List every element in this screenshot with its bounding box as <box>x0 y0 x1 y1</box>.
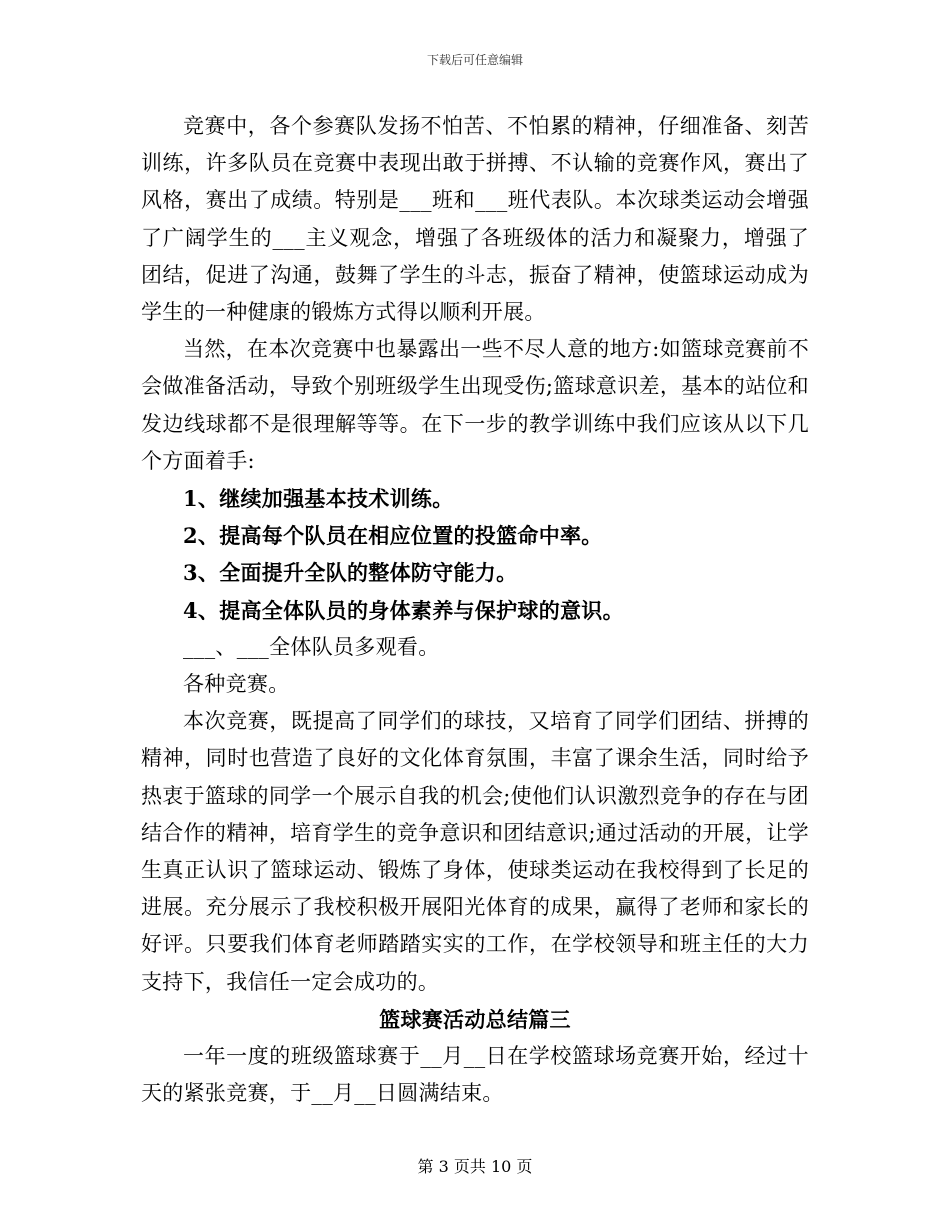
paragraph-section3-intro: 一年一度的班级篮球赛于__月__日在学校篮球场竞赛开始，经过十天的紧张竞赛，于__月__日圆满结束。 <box>141 1044 809 1106</box>
paragraph-competition-spirit: 竞赛中，各个参赛队发扬不怕苦、不怕累的精神，仔细准备、刻苦训练，许多队员在竞赛中表现出敢于拼搏、不认输的竞赛作风，赛出了风格，赛出了成绩。特别是___班和___班代表队。本次球类运动会增强了广阔学生的___主义观念，增强了各班级体的活力和凝聚力，增强了团结，促进了沟通，鼓舞了学生的斗志，振奋了精神，使篮球运动成为学生的一种健康的锻炼方式得以顺利开展。 <box>141 114 809 325</box>
paragraph-summary: 本次竞赛，既提高了同学们的球技，又培育了同学们团结、拼搏的精神，同时也营造了良好的文化体育氛围，丰富了课余生活，同时给予热衷于篮球的同学一个展示自我的机会;使他们认识激烈竞争的存在与团结合作的精神，培育学生的竞争意识和团结意识;通过活动的开展，让学生真正认识了篮球运动、锻炼了身体，使球类运动在我校得到了长足的进展。充分展示了我校积极开展阳光体育的成果，赢得了老师和家长的好评。只要我们体育老师踏踏实实的工作，在学校领导和班主任的大力支持下，我信任一定会成功的。 <box>141 709 809 994</box>
section-heading: 篮球赛活动总结篇三 <box>379 1006 571 1032</box>
page-footer: 第 3 页共 10 页 <box>417 1157 533 1176</box>
list-item-1: 1、继续加强基本技术训练。 <box>183 486 454 512</box>
list-item-2: 2、提高每个队员在相应位置的投篮命中率。 <box>183 523 603 549</box>
list-item-3: 3、全面提升全队的整体防守能力。 <box>183 560 518 586</box>
page-header: 下载后可任意编辑 <box>426 53 523 67</box>
line-watch-more: ___、___全体队员多观看。 <box>183 634 440 659</box>
paragraph-shortcomings: 当然，在本次竞赛中也暴露出一些不尽人意的地方:如篮球竞赛前不会做准备活动，导致个别班级学生出现受伤;篮球意识差，基本的站位和发边线球都不是很理解等等。在下一步的教学训练中我们应该从以下几个方面着手: <box>141 337 809 473</box>
line-various-competitions: 各种竞赛。 <box>183 672 290 697</box>
document-body <box>141 108 809 1112</box>
list-item-4: 4、提高全体队员的身体素养与保护球的意识。 <box>183 597 624 623</box>
